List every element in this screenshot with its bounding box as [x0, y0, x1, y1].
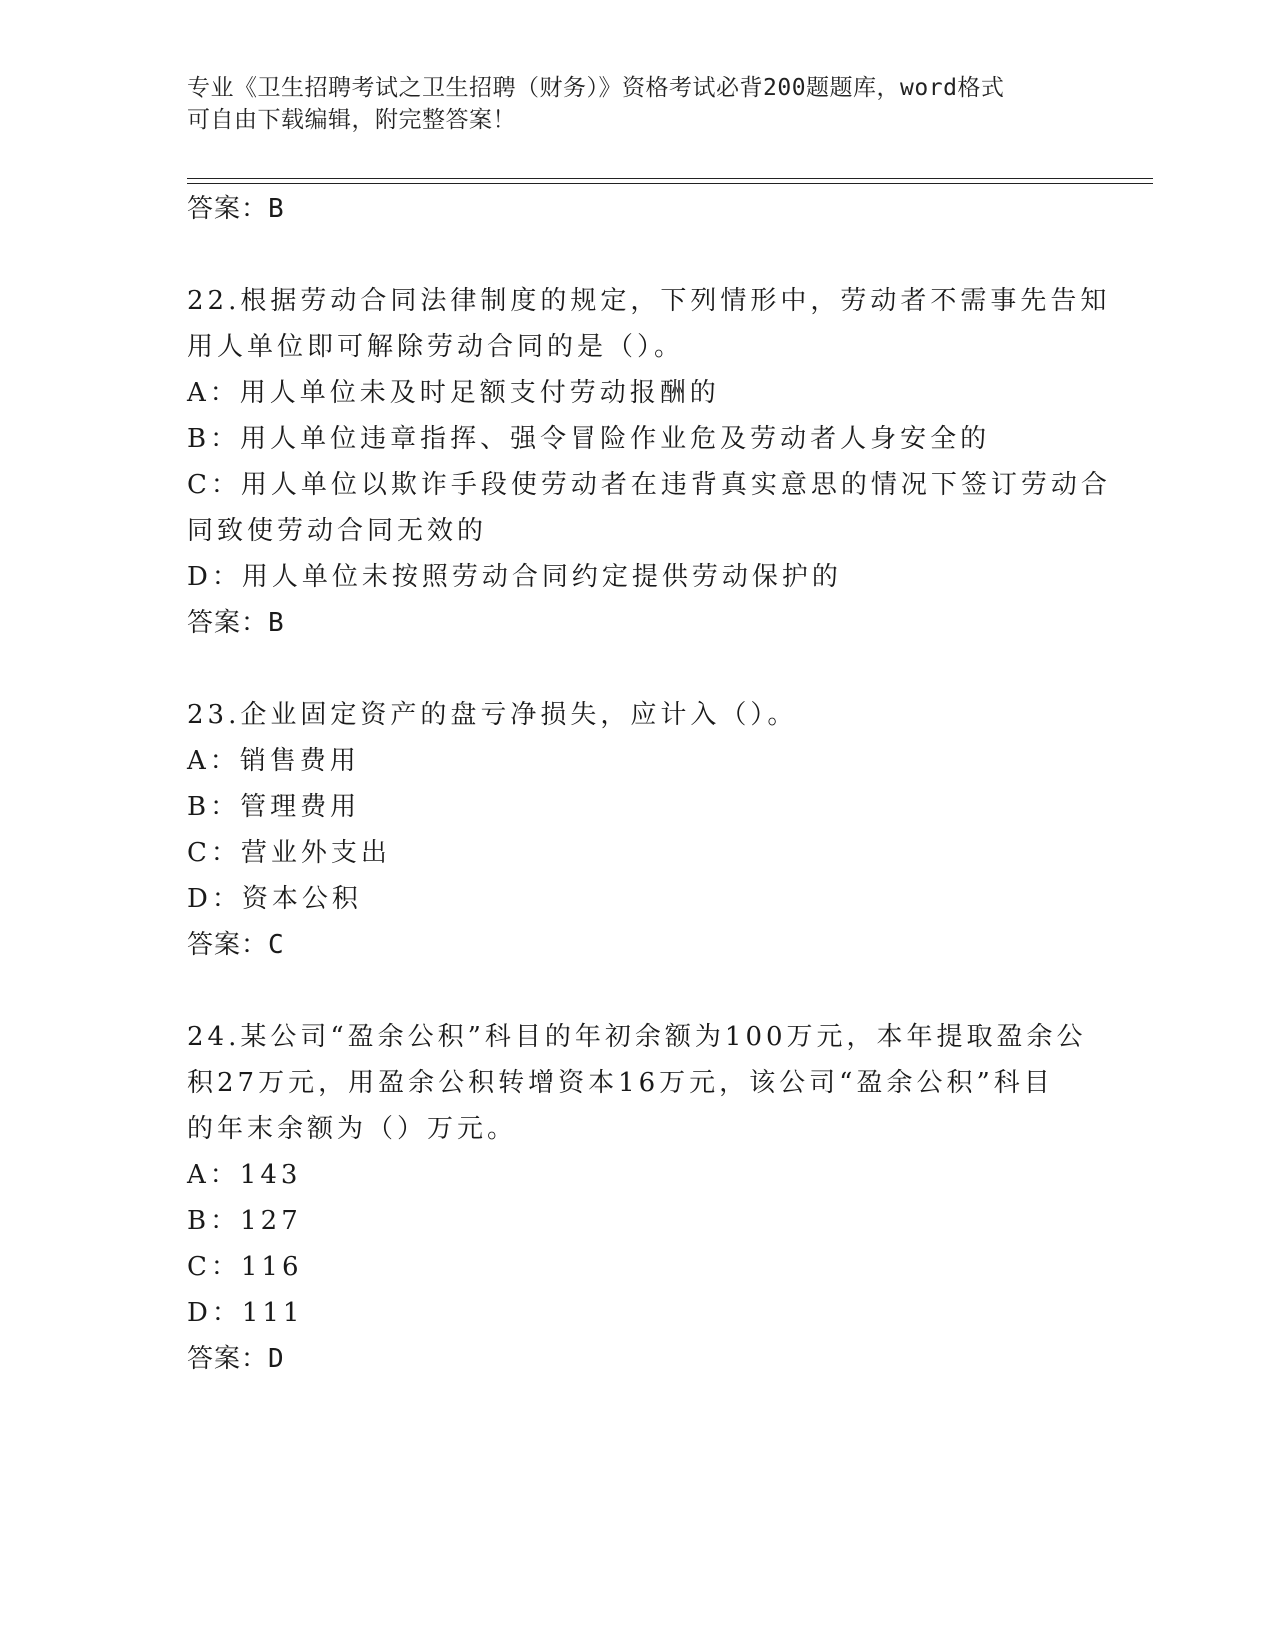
question-text-line: 用人单位即可解除劳动合同的是（）。: [187, 332, 685, 362]
question-24: [187, 1014, 1087, 1382]
option-d: D：111: [187, 1298, 304, 1328]
header-divider-top: [187, 178, 1153, 179]
option-a: A：销售费用: [187, 746, 360, 776]
question-text-line: 积27万元，用盈余公积转增资本16万元，该公司“盈余公积”科目: [187, 1068, 1054, 1098]
option-c: C：营业外支出: [187, 838, 391, 868]
answer-line: 答案：B: [187, 608, 285, 638]
option-a: A：用人单位未及时足额支付劳动报酬的: [187, 378, 720, 408]
option-c: C：用人单位以欺诈手段使劳动者在违背真实意思的情况下签订劳动合: [187, 470, 1111, 500]
option-c: C：116: [187, 1252, 303, 1282]
document-body: [187, 186, 1111, 1382]
answer-line: 答案：C: [187, 930, 285, 960]
header-line-1: 专业《卫生招聘考试之卫生招聘（财务）》资格考试必背200题题库，word格式: [187, 75, 1005, 101]
option-b: B：127: [187, 1206, 302, 1236]
header-line-2: 可自由下载编辑，附完整答案！: [187, 107, 516, 133]
option-d: D：资本公积: [187, 884, 362, 914]
question-text-line: 24.某公司“盈余公积”科目的年初余额为100万元，本年提取盈余公: [187, 1022, 1087, 1052]
question-text-line: 22.根据劳动合同法律制度的规定，下列情形中，劳动者不需事先告知: [187, 286, 1111, 316]
question-23: [187, 692, 1087, 968]
question-22: [187, 278, 1111, 646]
question-text-line: 23.企业固定资产的盘亏净损失，应计入（）。: [187, 700, 798, 730]
question-text-line: 的年末余额为（）万元。: [187, 1114, 518, 1144]
answer-line: 答案：D: [187, 1344, 285, 1374]
option-b: B：用人单位违章指挥、强令冒险作业危及劳动者人身安全的: [187, 424, 991, 454]
header-divider-bottom: [187, 183, 1153, 184]
option-d: D：用人单位未按照劳动合同约定提供劳动保护的: [187, 562, 842, 592]
document-header: [187, 72, 1067, 136]
option-c-continued: 同致使劳动合同无效的: [187, 516, 488, 546]
option-b: B：管理费用: [187, 792, 361, 822]
answer-line: 答案：B: [187, 194, 285, 224]
option-a: A：143: [187, 1160, 302, 1190]
